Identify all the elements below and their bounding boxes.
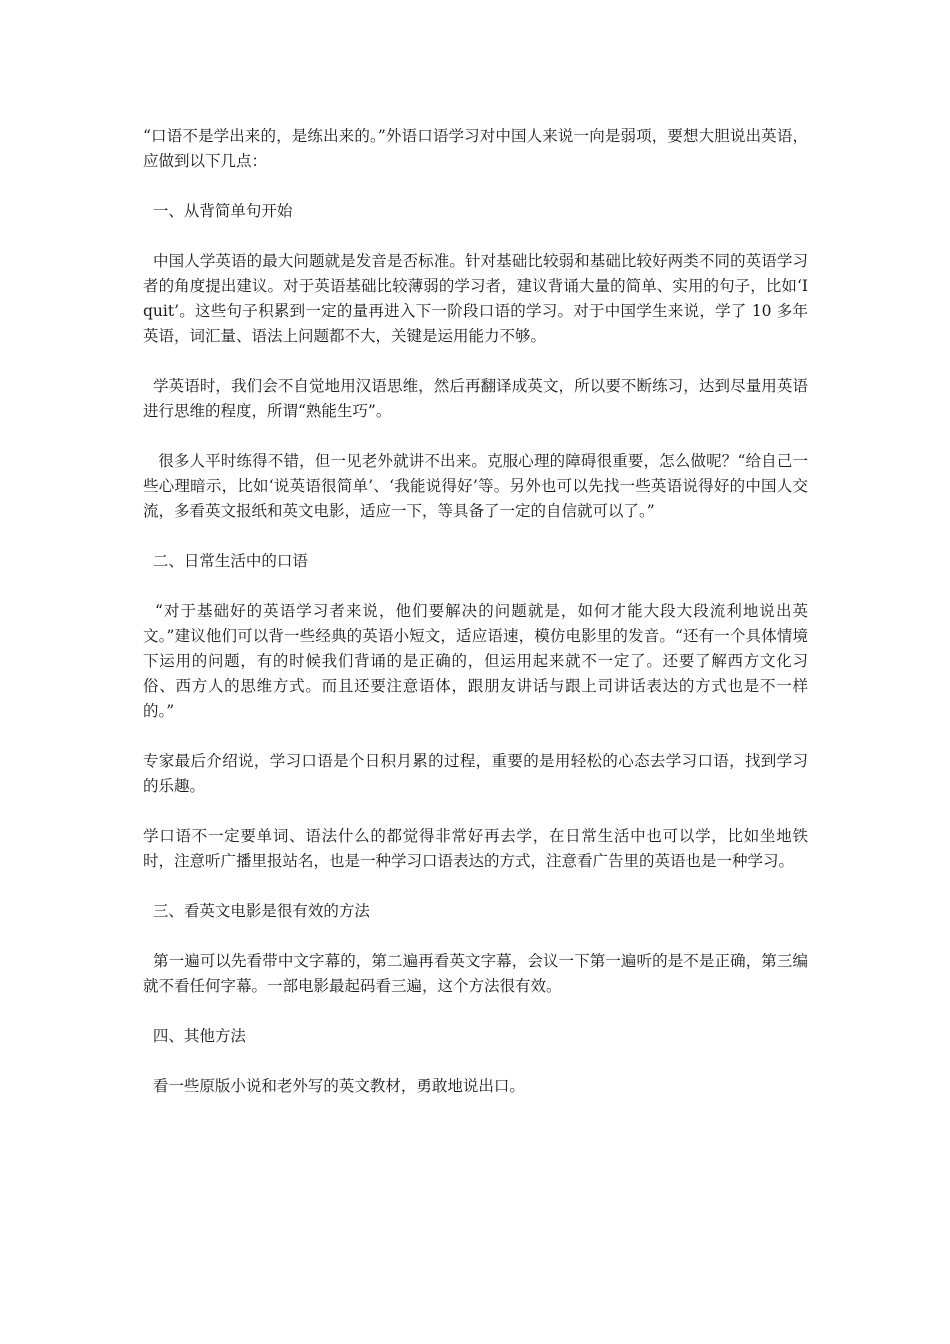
paragraph: 中国人学英语的最大问题就是发音是否标准。针对基础比较弱和基础比较好两类不同的英语学习者的角度提出建议。对于英语基础比较薄弱的学习者，建议背诵大量的简单、实用的句子，比如‘I quit’。这些句子积累到一定的量再进入下一阶段口语的学习。对于中国学生来说，学了 10 多年英语，词汇量、语法上问题都不大，关键是运用能力不够。 [143, 252, 813, 345]
paragraph-intro: “口语不是学出来的，是练出来的。”外语口语学习对中国人来说一向是弱项，要想大胆说出英语，应做到以下几点： [143, 127, 808, 170]
section-heading-2: 二、日常生活中的口语 [143, 552, 308, 570]
paragraph: 第一遍可以先看带中文字幕的，第二遍再看英文字幕，会议一下第一遍听的是不是正确，第三编就不看任何字幕。一部电影最起码看三遍，这个方法很有效。 [143, 952, 808, 995]
document-body [143, 124, 813, 1124]
paragraph: “对于基础好的英语学习者来说，他们要解决的问题就是，如何才能大段大段流利地说出英文。”建议他们可以背一些经典的英语小短文，适应语速，模仿电影里的发音。“还有一个具体情境下运用的问题，有的时候我们背诵的是正确的，但运用起来就不一定了。还要了解西方文化习俗、西方人的思维方式。而且还要注意语体，跟朋友讲话与跟上司讲话表达的方式也是不一样的。” [143, 602, 808, 720]
paragraph: 很多人平时练得不错，但一见老外就讲不出来。克服心理的障碍很重要，怎么做呢？“给自己一些心理暗示，比如‘说英语很简单’、‘我能说得好’等。另外也可以先找一些英语说得好的中国人交流，多看英文报纸和英文电影，适应一下，等具备了一定的自信就可以了。” [143, 452, 808, 520]
section-heading-3: 三、看英文电影是很有效的方法 [143, 902, 370, 920]
paragraph: 学英语时，我们会不自觉地用汉语思维，然后再翻译成英文，所以要不断练习，达到尽量用英语进行思维的程度，所谓“熟能生巧”。 [143, 377, 808, 420]
paragraph: 学口语不一定要单词、语法什么的都觉得非常好再去学，在日常生活中也可以学，比如坐地铁时，注意听广播里报站名，也是一种学习口语表达的方式，注意看广告里的英语也是一种学习。 [143, 827, 808, 870]
paragraph: 专家最后介绍说，学习口语是个日积月累的过程，重要的是用轻松的心态去学习口语，找到学习的乐趣。 [143, 752, 808, 795]
section-heading-1: 一、从背简单句开始 [143, 202, 293, 220]
paragraph: 看一些原版小说和老外写的英文教材，勇敢地说出口。 [143, 1077, 525, 1095]
section-heading-4: 四、其他方法 [143, 1027, 246, 1045]
